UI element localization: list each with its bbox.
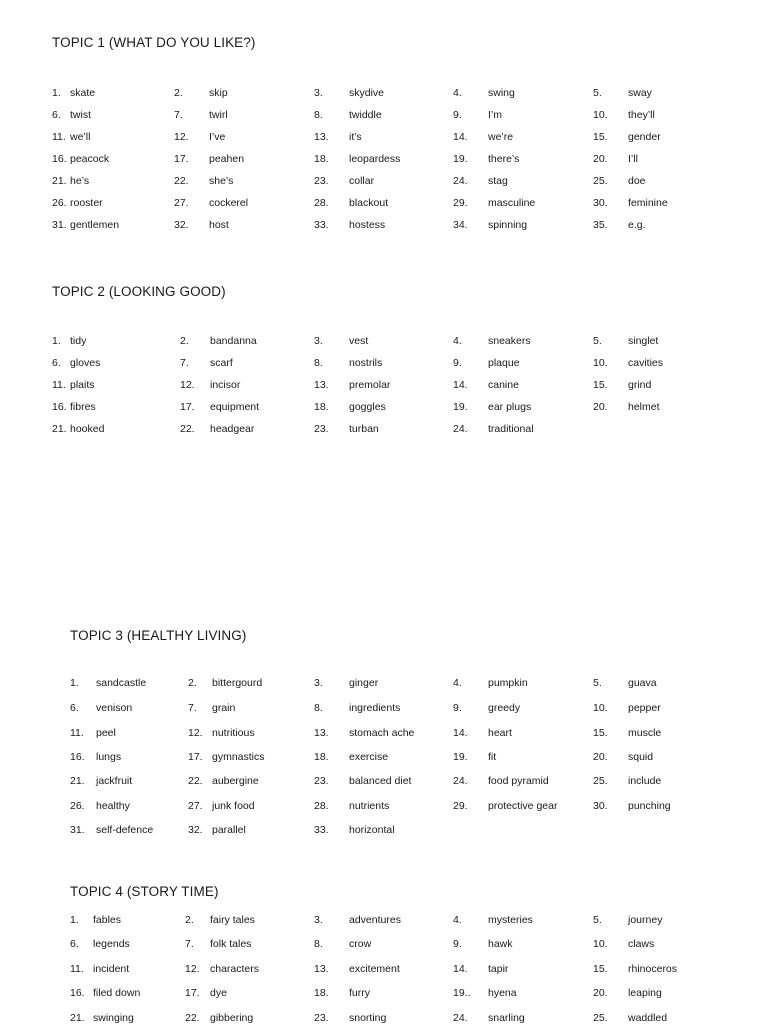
vocabulary-word: gender [628, 131, 661, 143]
vocabulary-word: parallel [212, 824, 246, 836]
vocabulary-word: mysteries [488, 914, 533, 926]
item-number: 11. [52, 379, 66, 391]
vocabulary-word: vest [349, 335, 369, 347]
item-number: 13. [314, 379, 329, 391]
word-row [0, 377, 768, 393]
vocabulary-word: pumpkin [488, 677, 528, 689]
vocabulary-word: nutritious [212, 727, 255, 739]
item-number: 19. [453, 751, 468, 763]
vocabulary-word: snarling [488, 1012, 525, 1024]
item-number: 1. [52, 87, 61, 99]
item-number: 18. [314, 751, 329, 763]
vocabulary-word: turban [349, 423, 379, 435]
item-number: 15. [593, 379, 608, 391]
word-row [0, 700, 768, 716]
vocabulary-word: food pyramid [488, 775, 549, 787]
item-number: 9. [453, 357, 462, 369]
vocabulary-word: cavities [628, 357, 664, 369]
vocabulary-word: healthy [96, 800, 130, 812]
vocabulary-word: venison [96, 702, 133, 714]
vocabulary-word: stomach ache [349, 727, 415, 739]
item-number: 20. [593, 751, 608, 763]
vocabulary-word: legends [93, 938, 130, 950]
item-number: 13. [314, 727, 329, 739]
vocabulary-word: tapir [488, 963, 509, 975]
vocabulary-word: junk food [212, 800, 255, 812]
item-number: 4. [453, 677, 462, 689]
item-number: 35. [593, 219, 608, 231]
item-number: 8. [314, 938, 323, 950]
vocabulary-word: gymnastics [212, 751, 265, 763]
word-row [0, 725, 768, 741]
vocabulary-word: swinging [93, 1012, 134, 1024]
item-number: 6. [52, 109, 61, 121]
item-number: 16. [52, 153, 67, 165]
item-number: 22. [185, 1012, 200, 1024]
topic-title: TOPIC 3 (HEALTHY LIVING) [70, 628, 247, 643]
vocabulary-word: fables [93, 914, 122, 926]
item-number: 4. [453, 335, 462, 347]
item-number: 33. [314, 219, 329, 231]
vocabulary-word: grind [628, 379, 652, 391]
item-number: 3. [314, 87, 323, 99]
vocabulary-word: hyena [488, 987, 517, 999]
vocabulary-word: collar [349, 175, 375, 187]
item-number: 22. [180, 423, 195, 435]
vocabulary-word: gibbering [210, 1012, 254, 1024]
vocabulary-word: filed down [93, 987, 141, 999]
item-number: 27. [188, 800, 203, 812]
vocabulary-word: there’s [488, 153, 520, 165]
vocabulary-word: peel [96, 727, 116, 739]
item-number: 7. [174, 109, 183, 121]
item-number: 17. [185, 987, 200, 999]
vocabulary-word: hooked [70, 423, 105, 435]
vocabulary-word: punching [628, 800, 671, 812]
item-number: 14. [453, 727, 468, 739]
vocabulary-word: hostess [349, 219, 386, 231]
vocabulary-word: claws [628, 938, 655, 950]
item-number: 22. [188, 775, 203, 787]
item-number: 14. [453, 131, 468, 143]
vocabulary-word: gloves [70, 357, 101, 369]
vocabulary-word: plaque [488, 357, 520, 369]
word-row [0, 675, 768, 691]
item-number: 5. [593, 87, 602, 99]
item-number: 17. [180, 401, 195, 413]
item-number: 18. [314, 987, 329, 999]
item-number: 1. [70, 677, 79, 689]
vocabulary-word: fibres [70, 401, 96, 413]
word-row [0, 173, 768, 189]
word-row [0, 107, 768, 123]
word-row [0, 936, 768, 952]
vocabulary-word: include [628, 775, 662, 787]
vocabulary-word: waddled [628, 1012, 668, 1024]
vocabulary-word: masculine [488, 197, 536, 209]
vocabulary-word: adventures [349, 914, 401, 926]
vocabulary-word: bittergourd [212, 677, 263, 689]
vocabulary-word: twiddle [349, 109, 382, 121]
item-number: 22. [174, 175, 189, 187]
vocabulary-word: twirl [209, 109, 228, 121]
vocabulary-word: guava [628, 677, 657, 689]
vocabulary-word: pepper [628, 702, 661, 714]
item-number: 9. [453, 702, 462, 714]
item-number: 15. [593, 963, 608, 975]
item-number: 21. [70, 1012, 85, 1024]
vocabulary-word: traditional [488, 423, 534, 435]
vocabulary-word: nostrils [349, 357, 383, 369]
vocabulary-word: horizontal [349, 824, 395, 836]
item-number: 16. [70, 751, 85, 763]
vocabulary-word: twist [70, 109, 91, 121]
item-number: 29. [453, 197, 468, 209]
item-number: 2. [188, 677, 197, 689]
item-number: 28. [314, 800, 329, 812]
vocabulary-word: goggles [349, 401, 386, 413]
item-number: 11. [52, 131, 66, 143]
vocabulary-word: heart [488, 727, 512, 739]
item-number: 10. [593, 109, 608, 121]
item-number: 23. [314, 423, 329, 435]
item-number: 21. [70, 775, 85, 787]
item-number: 26. [70, 800, 85, 812]
vocabulary-word: dye [210, 987, 227, 999]
word-row [0, 421, 768, 437]
item-number: 31. [70, 824, 85, 836]
vocabulary-word: bandanna [210, 335, 257, 347]
item-number: 10. [593, 702, 608, 714]
item-number: 13. [314, 963, 329, 975]
item-number: 15. [593, 131, 608, 143]
vocabulary-word: she’s [209, 175, 234, 187]
item-number: 9. [453, 938, 462, 950]
vocabulary-word: gentlemen [70, 219, 120, 231]
item-number: 7. [185, 938, 194, 950]
item-number: 17. [188, 751, 203, 763]
vocabulary-word: furry [349, 987, 370, 999]
vocabulary-word: muscle [628, 727, 662, 739]
vocabulary-word: it’s [349, 131, 362, 143]
item-number: 16. [70, 987, 85, 999]
vocabulary-word: skydive [349, 87, 385, 99]
item-number: 24. [453, 175, 468, 187]
vocabulary-word: I’m [488, 109, 502, 121]
item-number: 12. [185, 963, 200, 975]
vocabulary-word: cockerel [209, 197, 249, 209]
vocabulary-word: singlet [628, 335, 659, 347]
vocabulary-word: we’ll [70, 131, 91, 143]
vocabulary-word: hawk [488, 938, 513, 950]
item-number: 19. [453, 401, 468, 413]
word-row [0, 129, 768, 145]
vocabulary-word: I’ve [209, 131, 226, 143]
item-number: 1. [70, 914, 79, 926]
item-number: 3. [314, 677, 323, 689]
item-number: 29. [453, 800, 468, 812]
item-number: 16. [52, 401, 67, 413]
item-number: 21. [52, 423, 67, 435]
item-number: 31. [52, 219, 67, 231]
item-number: 5. [593, 335, 602, 347]
vocabulary-word: we’re [488, 131, 514, 143]
vocabulary-word: skate [70, 87, 96, 99]
vocabulary-word: ear plugs [488, 401, 532, 413]
vocabulary-word: they’ll [628, 109, 655, 121]
item-number: 4. [453, 87, 462, 99]
vocabulary-word: peahen [209, 153, 245, 165]
word-row [0, 151, 768, 167]
vocabulary-word: I’ll [628, 153, 638, 165]
vocabulary-word: aubergine [212, 775, 259, 787]
topic-title: TOPIC 1 (WHAT DO YOU LIKE?) [52, 35, 256, 50]
vocabulary-word: plaits [70, 379, 95, 391]
item-number: 3. [314, 335, 323, 347]
item-number: 23. [314, 1012, 329, 1024]
vocabulary-word: equipment [210, 401, 260, 413]
item-number: 21. [52, 175, 67, 187]
vocabulary-word: canine [488, 379, 519, 391]
item-number: 7. [188, 702, 197, 714]
vocabulary-word: characters [210, 963, 260, 975]
item-number: 4. [453, 914, 462, 926]
vocabulary-word: peacock [70, 153, 110, 165]
vocabulary-word: premolar [349, 379, 391, 391]
item-number: 8. [314, 357, 323, 369]
item-number: 19. [453, 153, 468, 165]
item-number: 20. [593, 987, 608, 999]
vocabulary-word: squid [628, 751, 654, 763]
item-number: 8. [314, 109, 323, 121]
vocabulary-word: tidy [70, 335, 87, 347]
vocabulary-word: excitement [349, 963, 400, 975]
item-number: 7. [180, 357, 189, 369]
item-number: 14. [453, 963, 468, 975]
vocabulary-word: sandcastle [96, 677, 147, 689]
vocabulary-word: nutrients [349, 800, 390, 812]
vocabulary-word: exercise [349, 751, 389, 763]
word-row [0, 355, 768, 371]
item-number: 18. [314, 153, 329, 165]
word-row [0, 798, 768, 814]
item-number: 12. [180, 379, 195, 391]
item-number: 11. [70, 963, 84, 975]
word-row [0, 217, 768, 233]
vocabulary-word: incident [93, 963, 130, 975]
vocabulary-word: snorting [349, 1012, 387, 1024]
word-row [0, 195, 768, 211]
item-number: 11. [70, 727, 84, 739]
item-number: 6. [70, 938, 79, 950]
vocabulary-word: journey [628, 914, 663, 926]
item-number: 6. [52, 357, 61, 369]
item-number: 33. [314, 824, 329, 836]
vocabulary-word: doe [628, 175, 646, 187]
word-row [0, 912, 768, 928]
item-number: 25. [593, 1012, 608, 1024]
item-number: 6. [70, 702, 79, 714]
vocabulary-word: self-defence [96, 824, 154, 836]
vocabulary-word: protective gear [488, 800, 558, 812]
item-number: 30. [593, 197, 608, 209]
item-number: 2. [174, 87, 183, 99]
word-row [0, 85, 768, 101]
topic-title: TOPIC 4 (STORY TIME) [70, 884, 219, 899]
item-number: 5. [593, 914, 602, 926]
vocabulary-word: sneakers [488, 335, 531, 347]
item-number: 1. [52, 335, 61, 347]
item-number: 23. [314, 175, 329, 187]
item-number: 24. [453, 775, 468, 787]
vocabulary-word: swing [488, 87, 515, 99]
item-number: 25. [593, 175, 608, 187]
vocabulary-word: host [209, 219, 229, 231]
item-number: 12. [174, 131, 189, 143]
vocabulary-word: fit [488, 751, 497, 763]
topic-title: TOPIC 2 (LOOKING GOOD) [52, 284, 226, 299]
item-number: 15. [593, 727, 608, 739]
vocabulary-word: helmet [628, 401, 660, 413]
item-number: 13. [314, 131, 329, 143]
vocabulary-word: fairy tales [210, 914, 255, 926]
item-number: 17. [174, 153, 189, 165]
item-number: 27. [174, 197, 189, 209]
item-number: 26. [52, 197, 67, 209]
item-number: 8. [314, 702, 323, 714]
item-number: 2. [180, 335, 189, 347]
vocabulary-word: balanced diet [349, 775, 412, 787]
item-number: 30. [593, 800, 608, 812]
item-number: 5. [593, 677, 602, 689]
item-number: 28. [314, 197, 329, 209]
word-row [0, 399, 768, 415]
item-number: 34. [453, 219, 468, 231]
item-number: 20. [593, 153, 608, 165]
vocabulary-word: skip [209, 87, 228, 99]
vocabulary-word: crow [349, 938, 372, 950]
item-number: 19.. [453, 987, 471, 999]
item-number: 32. [188, 824, 203, 836]
vocabulary-word: rhinoceros [628, 963, 678, 975]
vocabulary-word: leopardess [349, 153, 401, 165]
vocabulary-word: he’s [70, 175, 90, 187]
vocabulary-word: spinning [488, 219, 528, 231]
word-row [0, 773, 768, 789]
vocabulary-word: blackout [349, 197, 389, 209]
vocabulary-word: folk tales [210, 938, 252, 950]
word-row [0, 961, 768, 977]
item-number: 24. [453, 423, 468, 435]
item-number: 20. [593, 401, 608, 413]
item-number: 2. [185, 914, 194, 926]
vocabulary-word: leaping [628, 987, 662, 999]
item-number: 14. [453, 379, 468, 391]
vocabulary-word: incisor [210, 379, 241, 391]
item-number: 32. [174, 219, 189, 231]
vocabulary-word: lungs [96, 751, 122, 763]
vocabulary-word: greedy [488, 702, 521, 714]
vocabulary-word: sway [628, 87, 652, 99]
item-number: 10. [593, 938, 608, 950]
word-row [0, 749, 768, 765]
item-number: 23. [314, 775, 329, 787]
item-number: 24. [453, 1012, 468, 1024]
vocabulary-word: rooster [70, 197, 103, 209]
item-number: 3. [314, 914, 323, 926]
vocabulary-word: feminine [628, 197, 668, 209]
vocabulary-word: stag [488, 175, 508, 187]
vocabulary-word: ginger [349, 677, 379, 689]
vocabulary-word: grain [212, 702, 236, 714]
item-number: 18. [314, 401, 329, 413]
word-row [0, 333, 768, 349]
vocabulary-word: ingredients [349, 702, 401, 714]
word-row [0, 822, 768, 838]
vocabulary-word: headgear [210, 423, 255, 435]
vocabulary-word: e.g. [628, 219, 646, 231]
item-number: 10. [593, 357, 608, 369]
vocabulary-word: jackfruit [96, 775, 133, 787]
item-number: 9. [453, 109, 462, 121]
vocabulary-word: scarf [210, 357, 233, 369]
item-number: 25. [593, 775, 608, 787]
item-number: 12. [188, 727, 203, 739]
word-row [0, 985, 768, 1001]
